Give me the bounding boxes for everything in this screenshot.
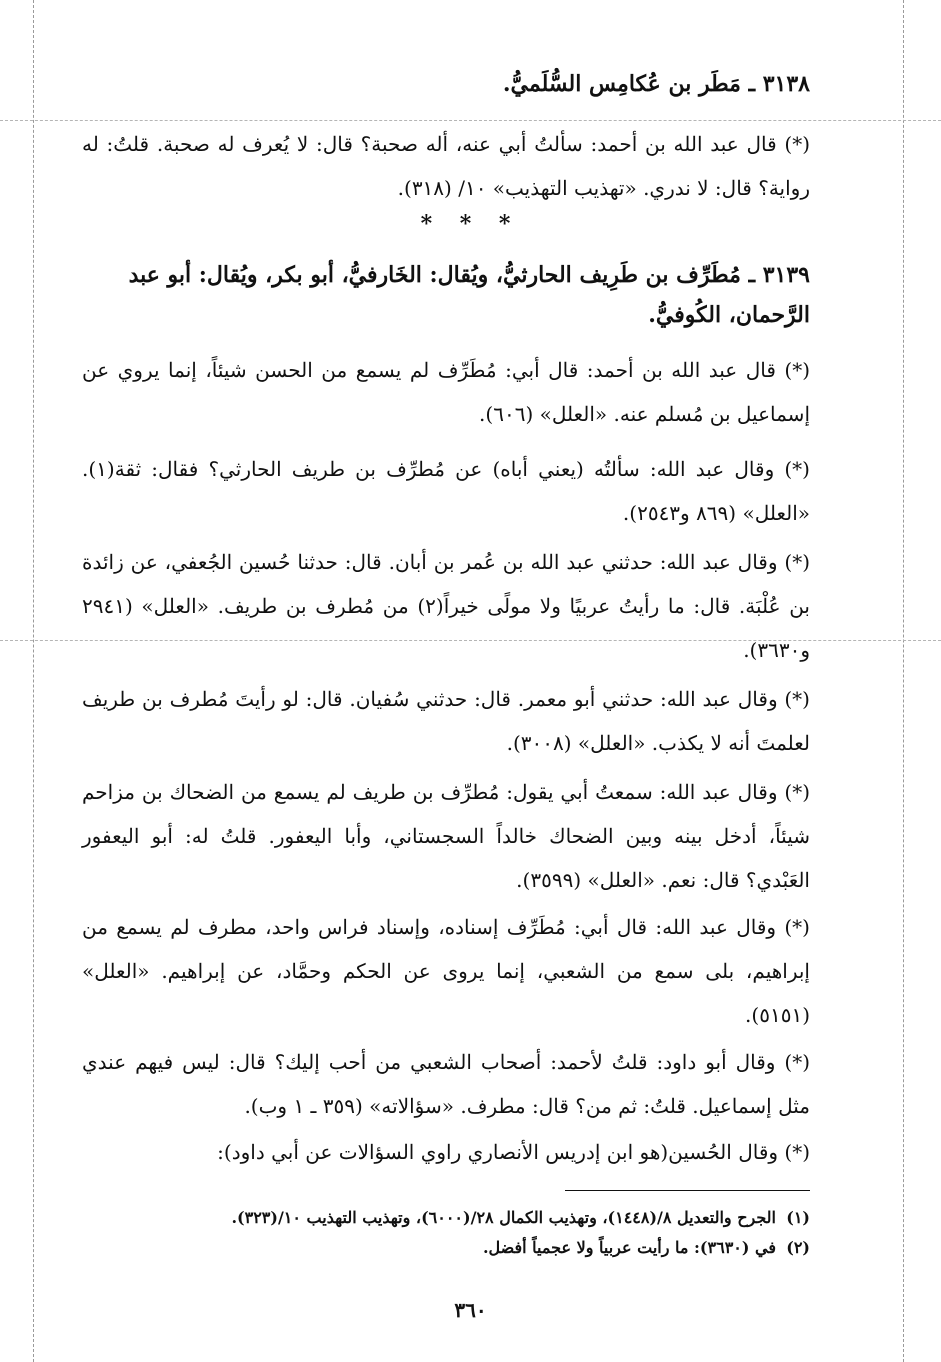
footnote-text: في (٣٦٣٠): ما رأيت عربياً ولا عجمياً أفضل. <box>482 1238 776 1257</box>
entry-paragraph: (*) وقال الحُسين(هو ابن إدريس الأنصاري راوي السؤالات عن أبي داود): <box>217 1140 810 1164</box>
footnote <box>82 1235 810 1261</box>
entry-paragraph: (*) قال عبد الله بن أحمد: سألتُ أبي عنه، أله صحبة؟ قال: لا يُعرف له صحبة. قلتُ: له رواية؟ قال: لا ندري. «تهذيب التهذيب» ١٠/ (٣١٨). <box>82 132 810 200</box>
footnote-text: الجرح والتعديل ٨/(١٤٤٨)، وتهذيب الكمال ٢٨/(٦٠٠٠)، وتهذيب التهذيب ١٠/(٣٢٣). <box>231 1208 776 1227</box>
entry-paragraph: (*) وقال عبد الله: حدثني أبو معمر. قال: حدثني سُفيان. قال: لو رأيتَ مُطرف بن طريف لعلمتَ أنه لا يكذب. «العلل» (٣٠٠٨). <box>82 687 810 755</box>
footnote <box>82 1205 810 1231</box>
scan-guide-line <box>903 0 904 1362</box>
entry-heading: ٣١٣٩ ـ مُطَرِّف بن طَرِيف الحارثيُّ، ويُقال: الخَارفيُّ، أبو بكر، ويُقال: أبو عبد الرَّحمان، الكُوفيُّ. <box>128 262 810 328</box>
footnote-divider <box>565 1190 810 1191</box>
entry-paragraph: (*) وقال عبد الله: سألتُه (يعني أباه) عن مُطرِّف بن طريف الحارثي؟ فقال: ثقة(١). «العلل» (٨٦٩ و٢٥٤٣). <box>82 457 810 525</box>
page-number: ٣٦٠ <box>454 1298 487 1322</box>
entry-paragraph: (*) وقال عبد الله: حدثني عبد الله بن عُمر بن أبان. قال: حدثنا حُسين الجُعفي، عن زائدة بن عُلْبَة. قال: ما رأيتُ عربيًا ولا مولًى خيراً(٢) من مُطرف بن طريف. «العلل» (٢٩٤١ و٣٦٣٠). <box>82 550 810 662</box>
entry-paragraph: (*) قال عبد الله بن أحمد: قال أبي: مُطَرِّف لم يسمع من الحسن شيئاً، إنما يروي عن إسماعيل بن مُسلم عنه. «العلل» (٦٠٦). <box>82 358 810 426</box>
entry-paragraph: (*) وقال عبد الله: سمعتُ أبي يقول: مُطرِّف بن طريف لم يسمع من الضحاك بن مزاحم شيئاً، أدخل بينه وبين الضحاك خالداً السجستاني، وأبا اليعفور. قلتُ له: أبو اليعفور العَبْدي؟ قال: نعم. «العلل» (٣٥٩٩). <box>82 780 810 892</box>
entry-paragraph: (*) وقال أبو داود: قلتُ لأحمد: أصحاب الشعبي من أحب إليك؟ قال: ليس فيهم عندي مثل إسماعيل. قلتُ: ثم من؟ قال: مطرف. «سؤالاته» (٣٥٩ ـ ١ وب). <box>82 1050 810 1118</box>
scan-guide-line <box>0 120 941 121</box>
footnote-number: (٢) <box>786 1238 810 1257</box>
footnote-number: (١) <box>786 1208 810 1227</box>
entry-paragraph: (*) وقال عبد الله: قال أبي: مُطَرِّف إسناده، وإسناد فراس واحد، مطرف لم يسمع من إبراهيم، بلى سمع من الشعبي، إنما يروى عن الحكم وحمَّاد، عن إبراهيم. «العلل» (٥١٥١). <box>82 915 810 1027</box>
section-separator: * * * <box>420 211 521 237</box>
entry-heading: ٣١٣٨ ـ مَطَر بن عُكامِس السُّلَميُّ. <box>502 71 810 97</box>
scan-guide-line <box>33 0 34 1362</box>
